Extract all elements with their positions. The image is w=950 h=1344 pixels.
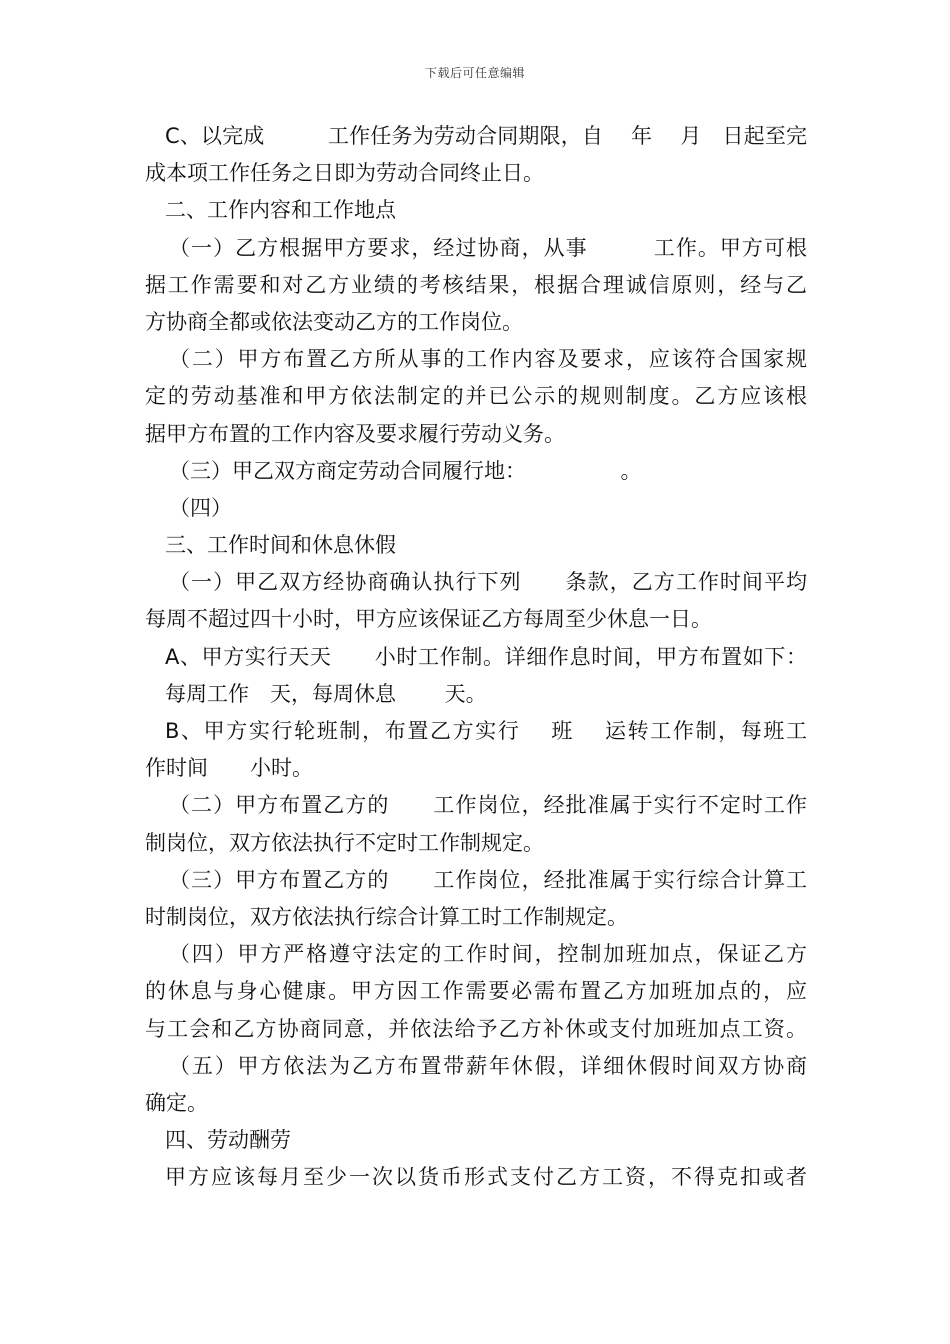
text-line: 二、工作内容和工作地点: [165, 198, 396, 223]
text-line: 每周工作 天，每周休息 天。: [165, 681, 487, 706]
text-line: B、甲方实行轮班制，布置乙方实行 班 运转工作制，每班工: [165, 719, 807, 743]
text-line: 时制岗位，双方依法执行综合计算工时工作制规定。: [145, 904, 628, 929]
text-line: 成本项工作任务之日即为劳动合同终止日。: [145, 161, 544, 186]
text-line: （四）: [169, 495, 232, 520]
text-line: 甲方应该每月至少一次以货币形式支付乙方工资，不得克扣或者: [165, 1165, 807, 1190]
text-line: 与工会和乙方协商同意，并依法给予乙方补休或支付加班加点工资。: [145, 1016, 807, 1041]
page-header: 下载后可任意编辑: [424, 66, 525, 80]
text-line: （二）甲方布置乙方所从事的工作内容及要求，应该符合国家规: [169, 347, 807, 372]
text-line: 四、劳动酬劳: [165, 1128, 291, 1153]
text-line: （二）甲方布置乙方的 工作岗位，经批准属于实行不定时工作: [169, 793, 807, 818]
text-line: 作时间 小时。: [145, 756, 313, 781]
text-line: 据工作需要和对乙方业绩的考核结果，根据合理诚信原则，经与乙: [145, 272, 807, 297]
text-line: A、甲方实行天天 小时工作制。详细作息时间，甲方布置如下：: [165, 644, 807, 669]
text-line: （四）甲方严格遵守法定的工作时间，控制加班加点，保证乙方: [169, 942, 807, 967]
document-body: [145, 118, 807, 1196]
text-line: 确定。: [145, 1090, 208, 1115]
text-line: （一）乙方根据甲方要求，经过协商，从事 工作。甲方可根: [169, 235, 807, 260]
text-line: 方协商全都或依法变动乙方的工作岗位。: [145, 309, 523, 334]
text-line: 每周不超过四十小时，甲方应该保证乙方每周至少休息一日。: [145, 607, 712, 632]
text-line: C、以完成 工作任务为劳动合同期限，自 年 月 日起至完: [165, 124, 807, 148]
text-line: 制岗位，双方依法执行不定时工作制规定。: [145, 830, 544, 855]
text-line: （三）甲方布置乙方的 工作岗位，经批准属于实行综合计算工: [169, 867, 807, 892]
text-line: 三、工作时间和休息休假: [165, 533, 396, 558]
text-line: 的休息与身心健康。甲方因工作需要必需布置乙方加班加点的，应: [145, 979, 807, 1004]
text-line: （一）甲乙双方经协商确认执行下列 条款，乙方工作时间平均: [169, 570, 807, 595]
text-line: （五）甲方依法为乙方布置带薪年休假，详细休假时间双方协商: [169, 1053, 807, 1078]
text-line: 据甲方布置的工作内容及要求履行劳动义务。: [145, 421, 565, 446]
text-line: （三）甲乙双方商定劳动合同履行地： 。: [169, 458, 642, 483]
text-line: 定的劳动基准和甲方依法制定的并已公示的规则制度。乙方应该根: [145, 384, 807, 409]
